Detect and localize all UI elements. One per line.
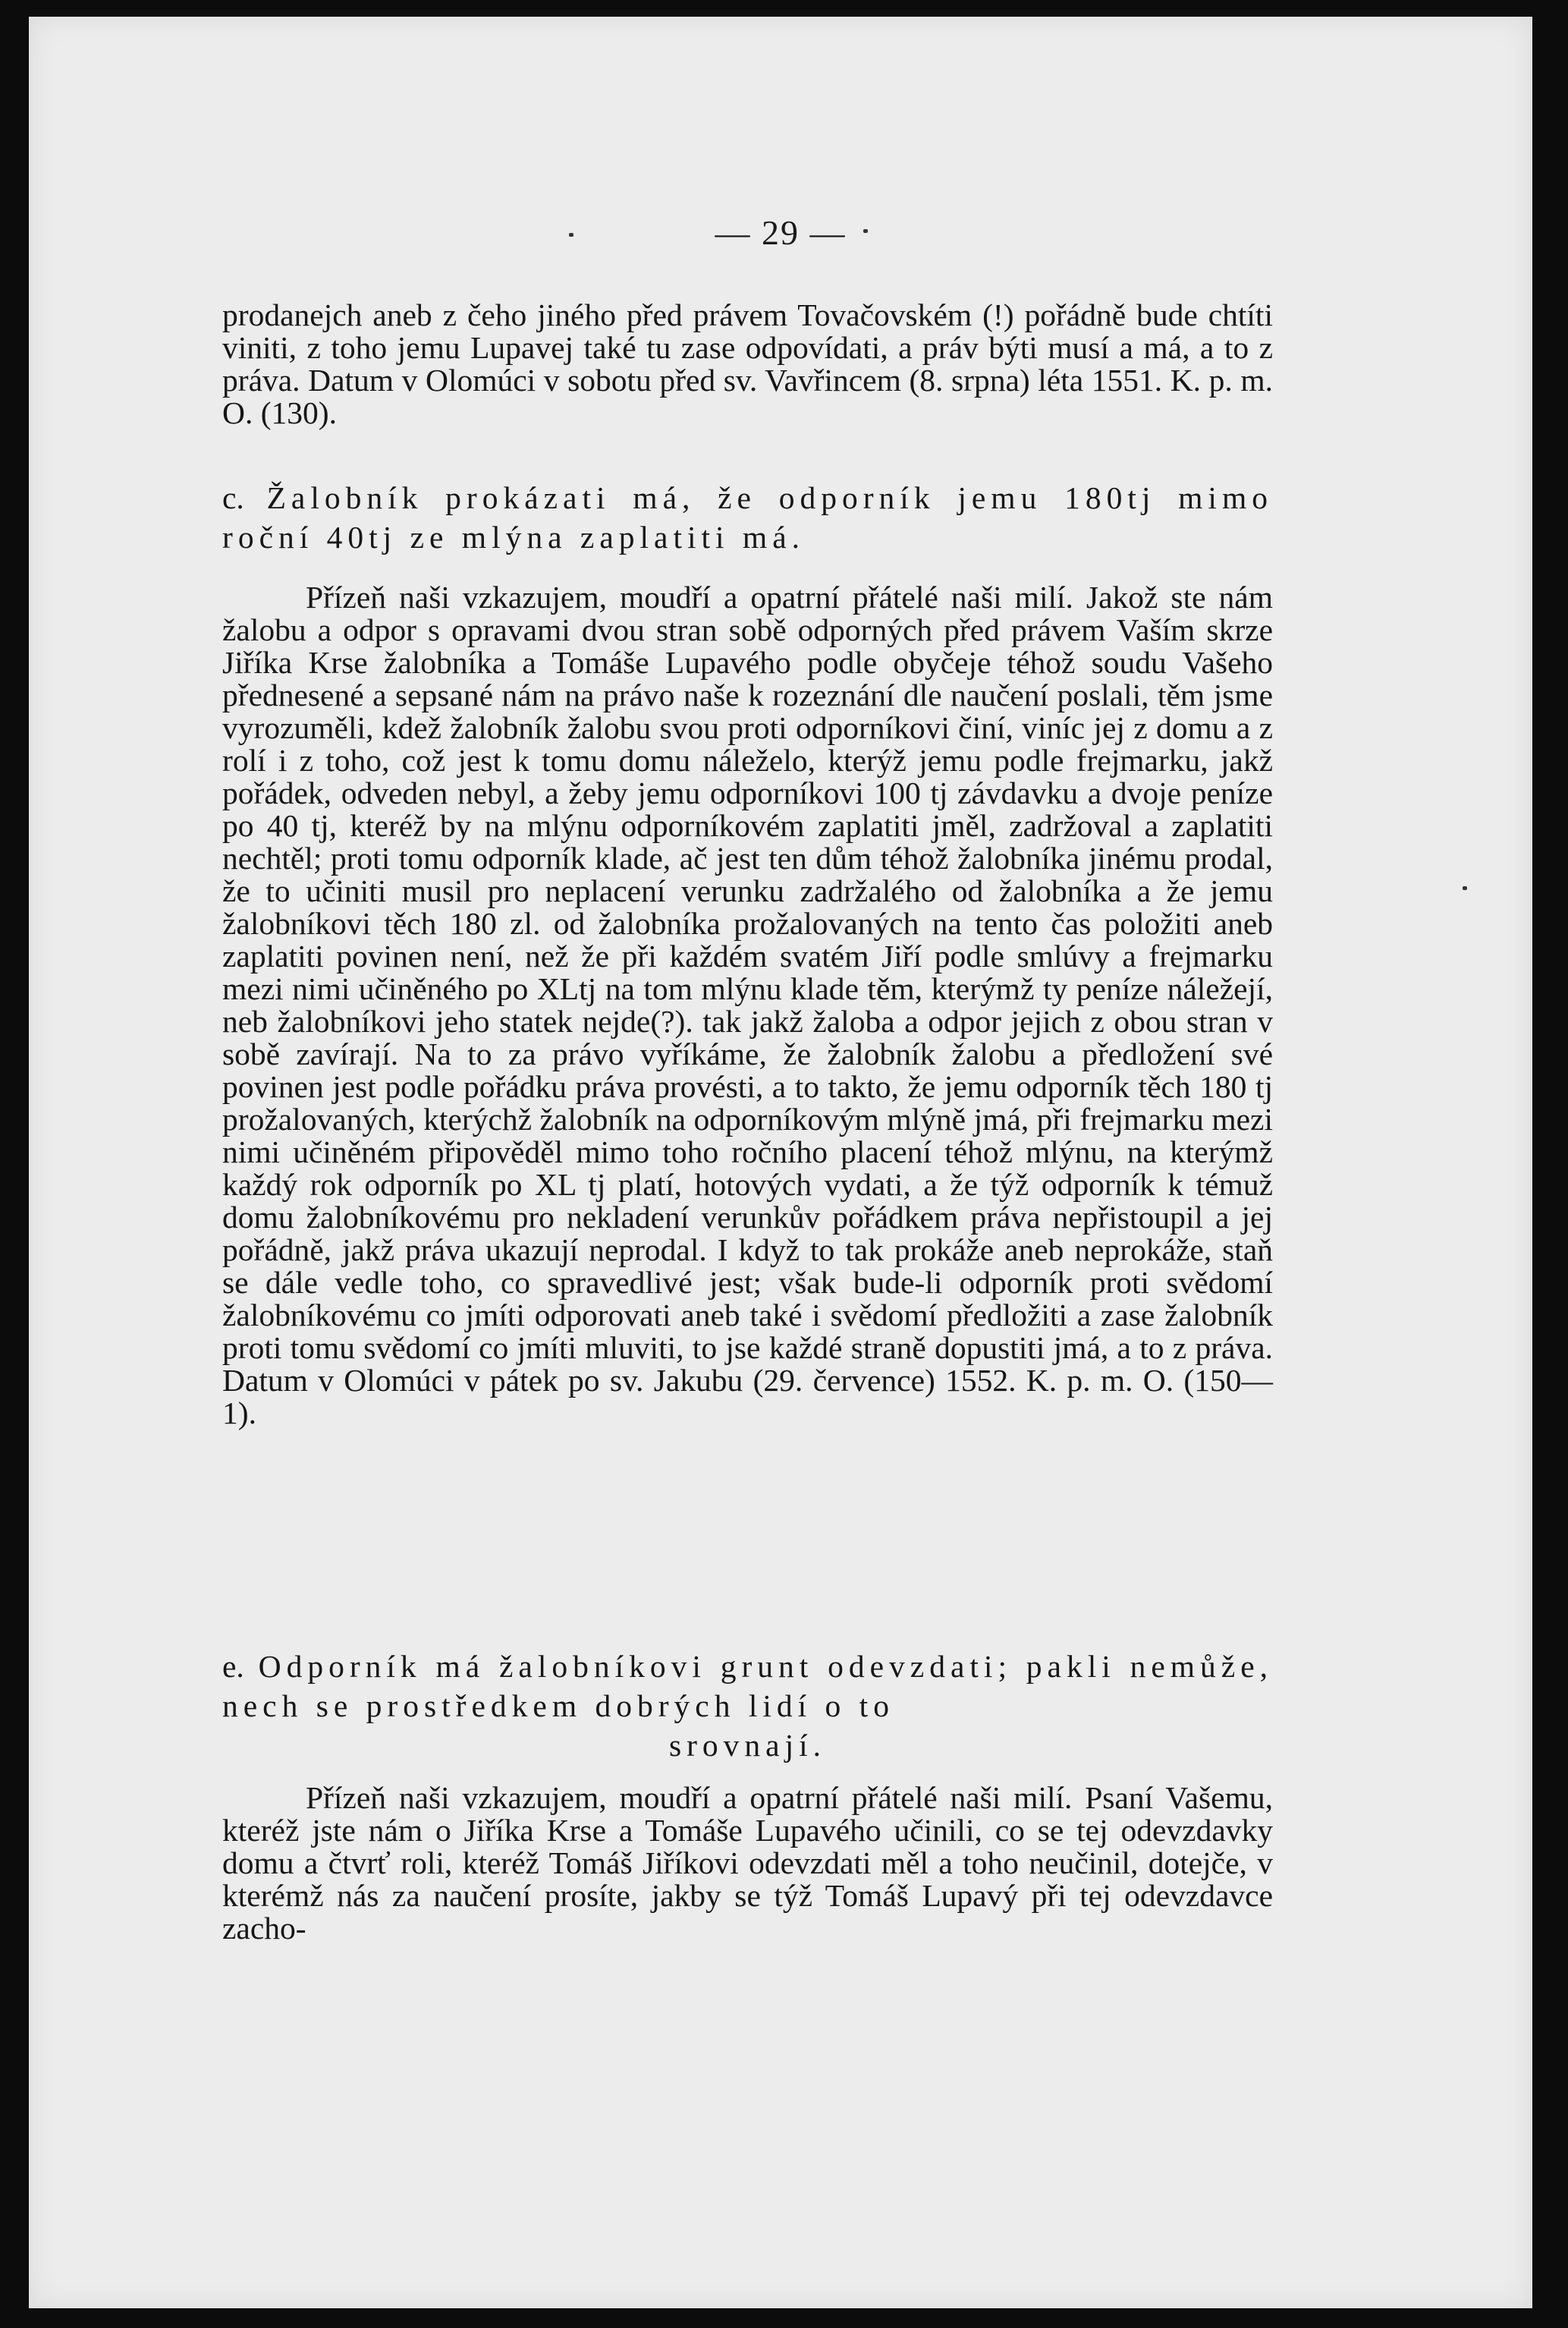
heading-c-letter: c. [222,480,244,515]
scanned-page [29,17,1532,2308]
heading-e-title: Odporník má žalobníkovi grunt odevzdati; pakli nemůže, nech se prostředkem dobrých lidí o to [222,1649,1273,1723]
page-number: — 29 — [715,213,847,252]
paragraph-text: Přízeň naši vzkazujem, moudří a opatrní přátelé naši milí. Psaní Vašemu, kteréž jste nám o Jiříka Krse a Tomáše Lupavého učinili, co se tej odevzdavky domu a čtvrť roli, kteréž Tomáš Jiříkovi odevzdati měl a toho neučinil, dotejče, v kterémž nás za naučení prosíte, jakby se týž Tomáš Lupavý při tej odevzdavce zacho- [222,1780,1273,1946]
heading-e-text [222,1647,1273,1726]
heading-c-title: Žalobník prokázati má, že odporník jemu 180tj mimo roční 40tj ze mlýna zaplatiti má. [222,480,1273,555]
heading-e-letter: e. [222,1649,244,1684]
heading-c-text [222,478,1273,557]
paragraph-letter-lupavy [222,1782,1273,1945]
paragraph-closing-1551 [222,299,1273,429]
paragraph-text: prodanejch aneb z čeho jiného před právem Tovačovském (!) pořádně bude chtíti viniti, z toho jemu Lupavej také tu zase odpovídati, a práv býti musí a má, a to z práva. Datum v Olomúci v sobotu před sv. Vavřincem (8. srpna) léta 1551. K. p. m. O. (130). [222,297,1273,430]
heading-e-last-line: srovnají. [668,1728,827,1763]
scan-speck [1463,886,1467,890]
paragraph-text: Přízeň naši vzkazujem, moudří a opatrní přátelé naši milí. Jakož ste nám žalobu a odpor s opravami dvou stran sobě odporných před právem Vaším skrze Jiříka Krse žalobníka a Tomáše Lupavého podle obyčeje téhož soudu Vašeho přednesené a sepsané nám na právo naše k rozeznání dle naučení poslali, těm jsme vyrozuměli, kdež žalobník žalobu svou proti odporníkovi činí, viníc jej z domu a z rolí i z toho, což jest k tomu domu náleželo, kterýž jemu podle frejmarku, jakž pořádek, odveden nebyl, a žeby jemu odporníkovi 100 tj závdavku a dvoje peníze po 40 tj, kteréž by na mlýnu odporníkovém zaplatiti jměl, zadržoval a zaplatiti nechtěl; proti tomu odporník klade, ač jest ten dům téhož žalobníka jinému prodal, že to učiniti musil pro neplacení verunku zadržalého od žalobníka a že jemu žalobníkovi těch 180 zl. od žalobníka prožalovaných na tento čas položiti aneb zaplatiti povinen není, než že při každém svatém Jiří podle smlúvy a frejmarku mezi nimi učiněného po XLtj na tom mlýnu klade těm, kterýmž ty peníze náležejí, neb žalobníkovi jeho statek nejde(?). tak jakž žaloba a odpor jejich z obou stran v sobě zavírají. Na to za právo vyříkáme, že žalobník žalobu a předložení své povinen jest podle pořádku práva provésti, a to takto, že jemu odporník těch 180 tj prožalovaných, kterýchž žalobník na odporníkovým mlýně jmá, při frejmarku mezi nimi učiněném připověděl mimo toho ročního placení téhož mlýnu, na kterýmž každý rok odporník po XL tj platí, hotových vydati, a že týž odporník k témuž domu žalobníkovému pro nekladení verunkův pořádkem práva nepřistoupil a jej pořádně, jakž práva ukazují neprodal. I když to tak prokáže aneb neprokáže, staň se dále vedle toho, co spravedlivé jest; však bude-li odporník proti svědomí žalobníkovému co jmíti odporovati aneb také i svědomí předložiti a zase žalobník proti tomu svědomí co jmíti mluviti, to jse každé straně dopustiti jmá, a to z práva. Datum v Olomúci v pátek po sv. Jakubu (29. července) 1552. K. p. m. O. (150—1). [222,580,1273,1430]
section-heading-c [222,478,1273,557]
paragraph-judgment-1552 [222,581,1273,1430]
scan-speck [569,233,573,237]
section-heading-e [222,1647,1273,1765]
scan-speck [863,229,868,233]
